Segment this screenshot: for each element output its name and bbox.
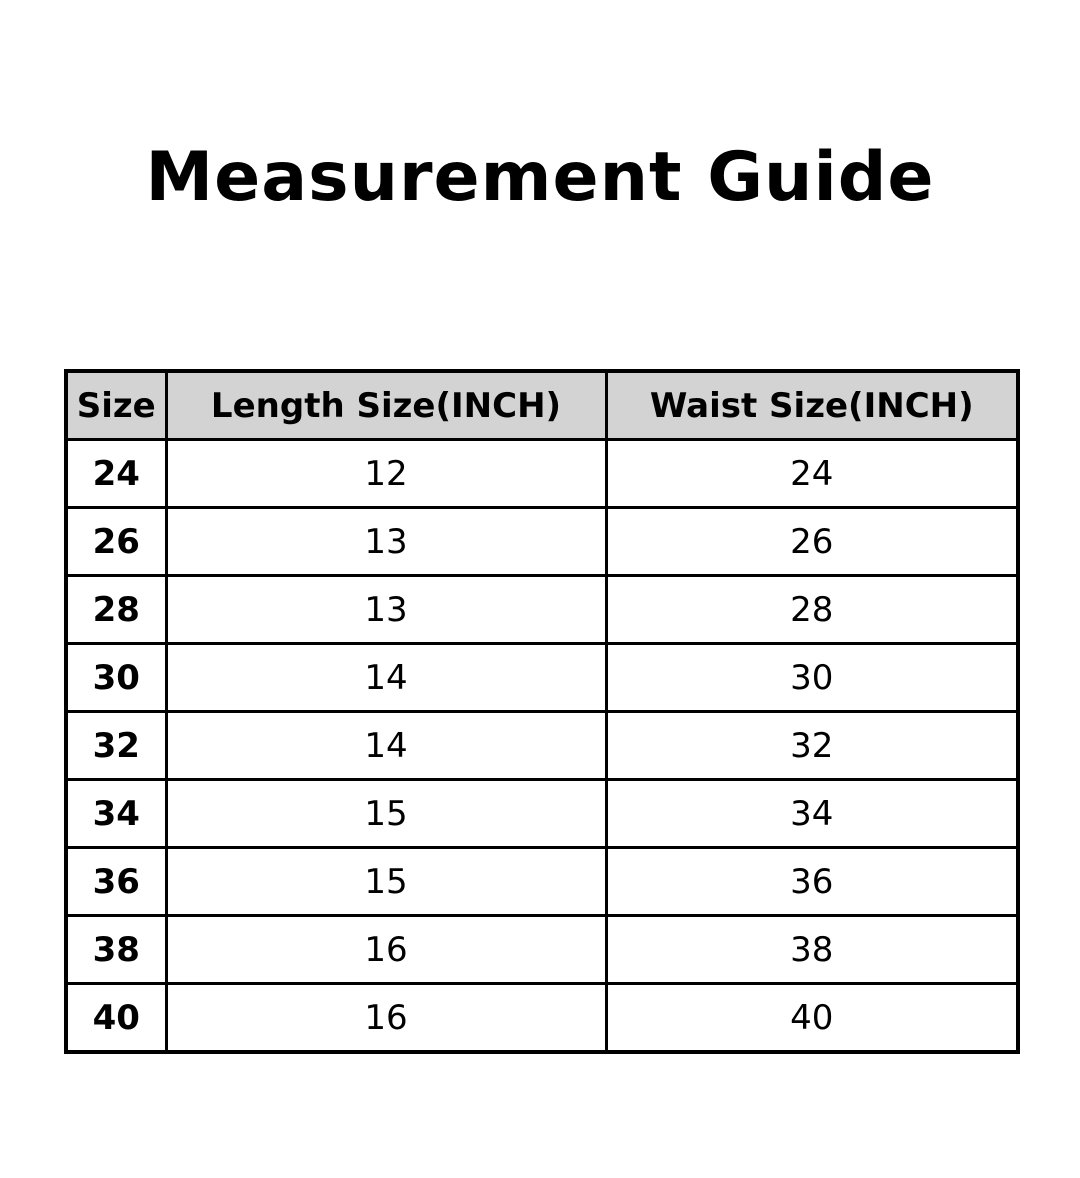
size-cell: 40 [66,984,166,1053]
size-cell: 36 [66,848,166,916]
table-row [66,984,1018,1053]
header-size: Size [66,371,166,440]
waist-cell: 34 [606,780,1018,848]
waist-cell: 30 [606,644,1018,712]
waist-cell: 40 [606,984,1018,1053]
length-cell: 15 [166,780,606,848]
waist-cell: 32 [606,712,1018,780]
length-cell: 16 [166,984,606,1053]
table-row [66,780,1018,848]
length-cell: 14 [166,644,606,712]
waist-cell: 26 [606,508,1018,576]
waist-cell: 28 [606,576,1018,644]
page-title: Measurement Guide [145,138,935,217]
waist-cell: 38 [606,916,1018,984]
length-cell: 15 [166,848,606,916]
table-row [66,440,1018,508]
table-row [66,712,1018,780]
size-cell: 28 [66,576,166,644]
length-cell: 13 [166,508,606,576]
size-cell: 24 [66,440,166,508]
waist-cell: 24 [606,440,1018,508]
size-cell: 32 [66,712,166,780]
header-waist-size: Waist Size(INCH) [606,371,1018,440]
header-length-size: Length Size(INCH) [166,371,606,440]
size-cell: 38 [66,916,166,984]
length-cell: 12 [166,440,606,508]
length-cell: 16 [166,916,606,984]
table-header-row [66,371,1018,440]
measurement-table [64,369,1020,1054]
size-cell: 26 [66,508,166,576]
length-cell: 13 [166,576,606,644]
size-cell: 34 [66,780,166,848]
table-row [66,508,1018,576]
table-row [66,916,1018,984]
waist-cell: 36 [606,848,1018,916]
size-cell: 30 [66,644,166,712]
table-row [66,848,1018,916]
table-row [66,576,1018,644]
length-cell: 14 [166,712,606,780]
table-row [66,644,1018,712]
